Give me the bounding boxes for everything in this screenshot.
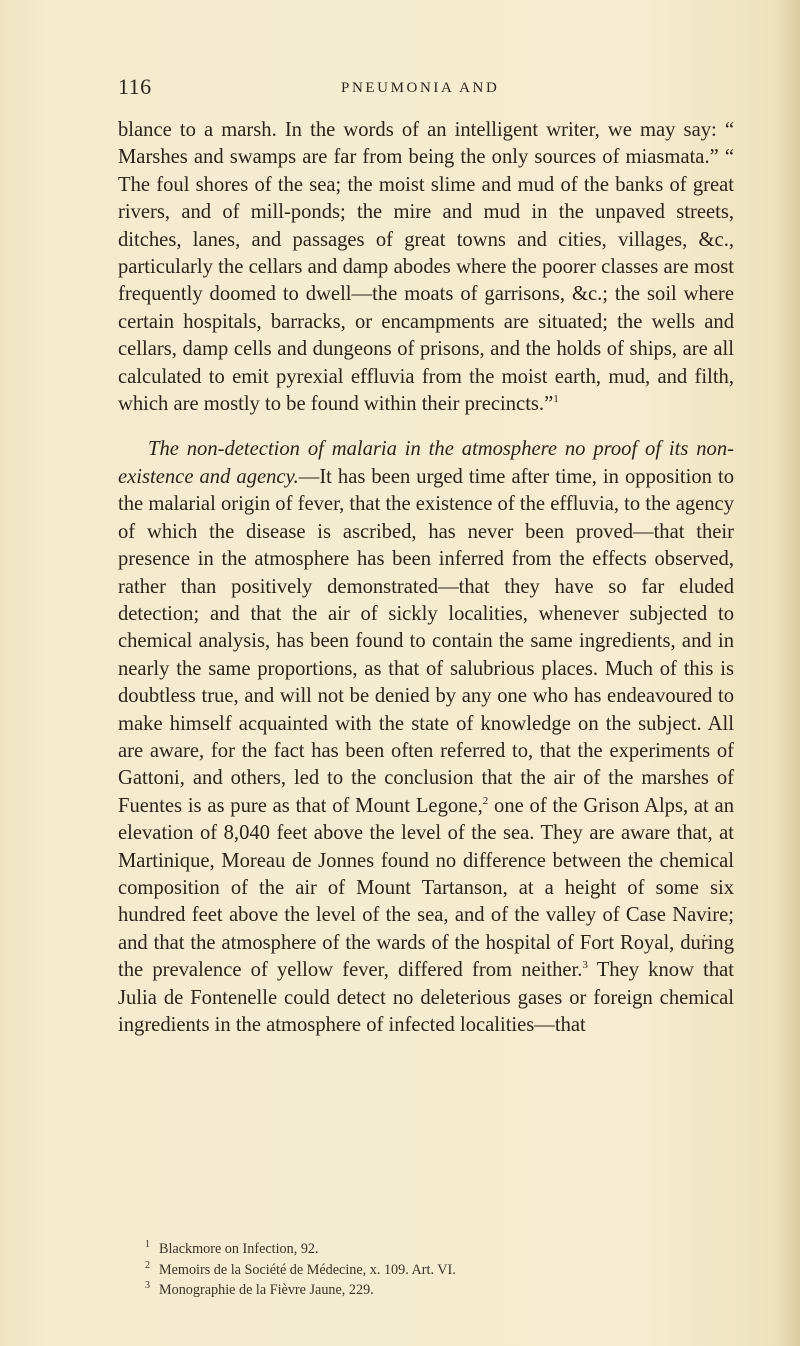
footnote [145,1260,705,1281]
body-text [118,117,734,1039]
paragraph-1 [118,117,734,418]
footnote [145,1280,705,1301]
paragraph-2 [118,436,734,1039]
footnote-ref-2: 2 [482,794,489,807]
paragraph-2-text-b: one of the Grison Alps, at an elevation of 8,040 feet above the level of the sea. They are aware that, at Martinique, Moreau de Jonnes found no difference between the chemical composition of the air of Mount Tartanson, at a height of some six hundred feet above the level of the sea, and of the valley of Case Navire; and that the atmosphere of the wards of the hospital of Fort Royal, du͘ring the prevalence of yellow fever, differed from neither. [118,794,734,982]
footnote-text: Blackmore on Infection, 92. [159,1241,319,1257]
page-header [118,74,678,104]
footnote-number: 1 [145,1239,150,1250]
footnote-number: 3 [145,1280,150,1291]
footnotes [145,1239,705,1301]
paragraph-2-text-a: —It has been urged time after time, in opposition to the malarial origin of fever, that the existence of the effluvia, to the agency of which the disease is ascribed, has never been proved—that their presence in the atmosphere has been inferred from the effects observed, rather than positively demonstrated—that they have so far eluded detection; and that the air of sickly localities, whenever subjected to chemical analysis, has been found to contain the same ingredients, and in nearly the same proportions, as that of salubrious places. Much of this is doubtless true, and will not be denied by any one who has endeavoured to make himself acquainted with the state of knowledge on the subject. All are aware, for the fact has been often referred to, that the experiments of Gattoni, and others, led to the conclusion that the air of the marshes of Fuentes is as pure as that of Mount Legone, [118,465,735,817]
footnote-ref-1: 1 [553,393,559,406]
footnote-text: Memoirs de la Société de Médecine, x. 109. Art. VI. [159,1261,456,1278]
paragraph-2-text-c: They know that Julia de Fontenelle could detect no deleterious gases or foreign chemical ingredients in the atmosphere of infected localities—that [118,959,734,1036]
running-head: PNEUMONIA AND [341,80,500,96]
paragraph-1-text: blance to a marsh. In the words of an intelligent writer, we may say: “ Marshes and swamps are far from being the only sources of miasmata.” “ The foul shores of the sea; the moist slime and mud of the banks of great rivers, and of mill-ponds; the mire and mud in the unpaved streets, ditches, lanes, and passages of great towns and cities, villages, &c., particularly the cellars and damp abodes where the poorer classes are most frequently doomed to dwell—the moats of garrisons, &c.; the soil where certain hospitals, barracks, or encampments are situated; the wells and cellars, damp cells and dungeons of prisons, and the holds of ships, are all calculated to emit pyrexial effluvia from the moist earth, mud, and filth, which are mostly to be found within their precincts.” [118,119,734,416]
footnote-text: Monographie de la Fièvre Jaune, 229. [159,1282,374,1298]
footnote-number: 2 [145,1259,150,1271]
section-title: The non-detection of malaria in the atmosphere no proof of its non-existence and agency. [118,438,734,488]
footnote-ref-3: 3 [582,959,588,972]
footnote [145,1239,705,1260]
page-number: 116 [118,74,152,99]
